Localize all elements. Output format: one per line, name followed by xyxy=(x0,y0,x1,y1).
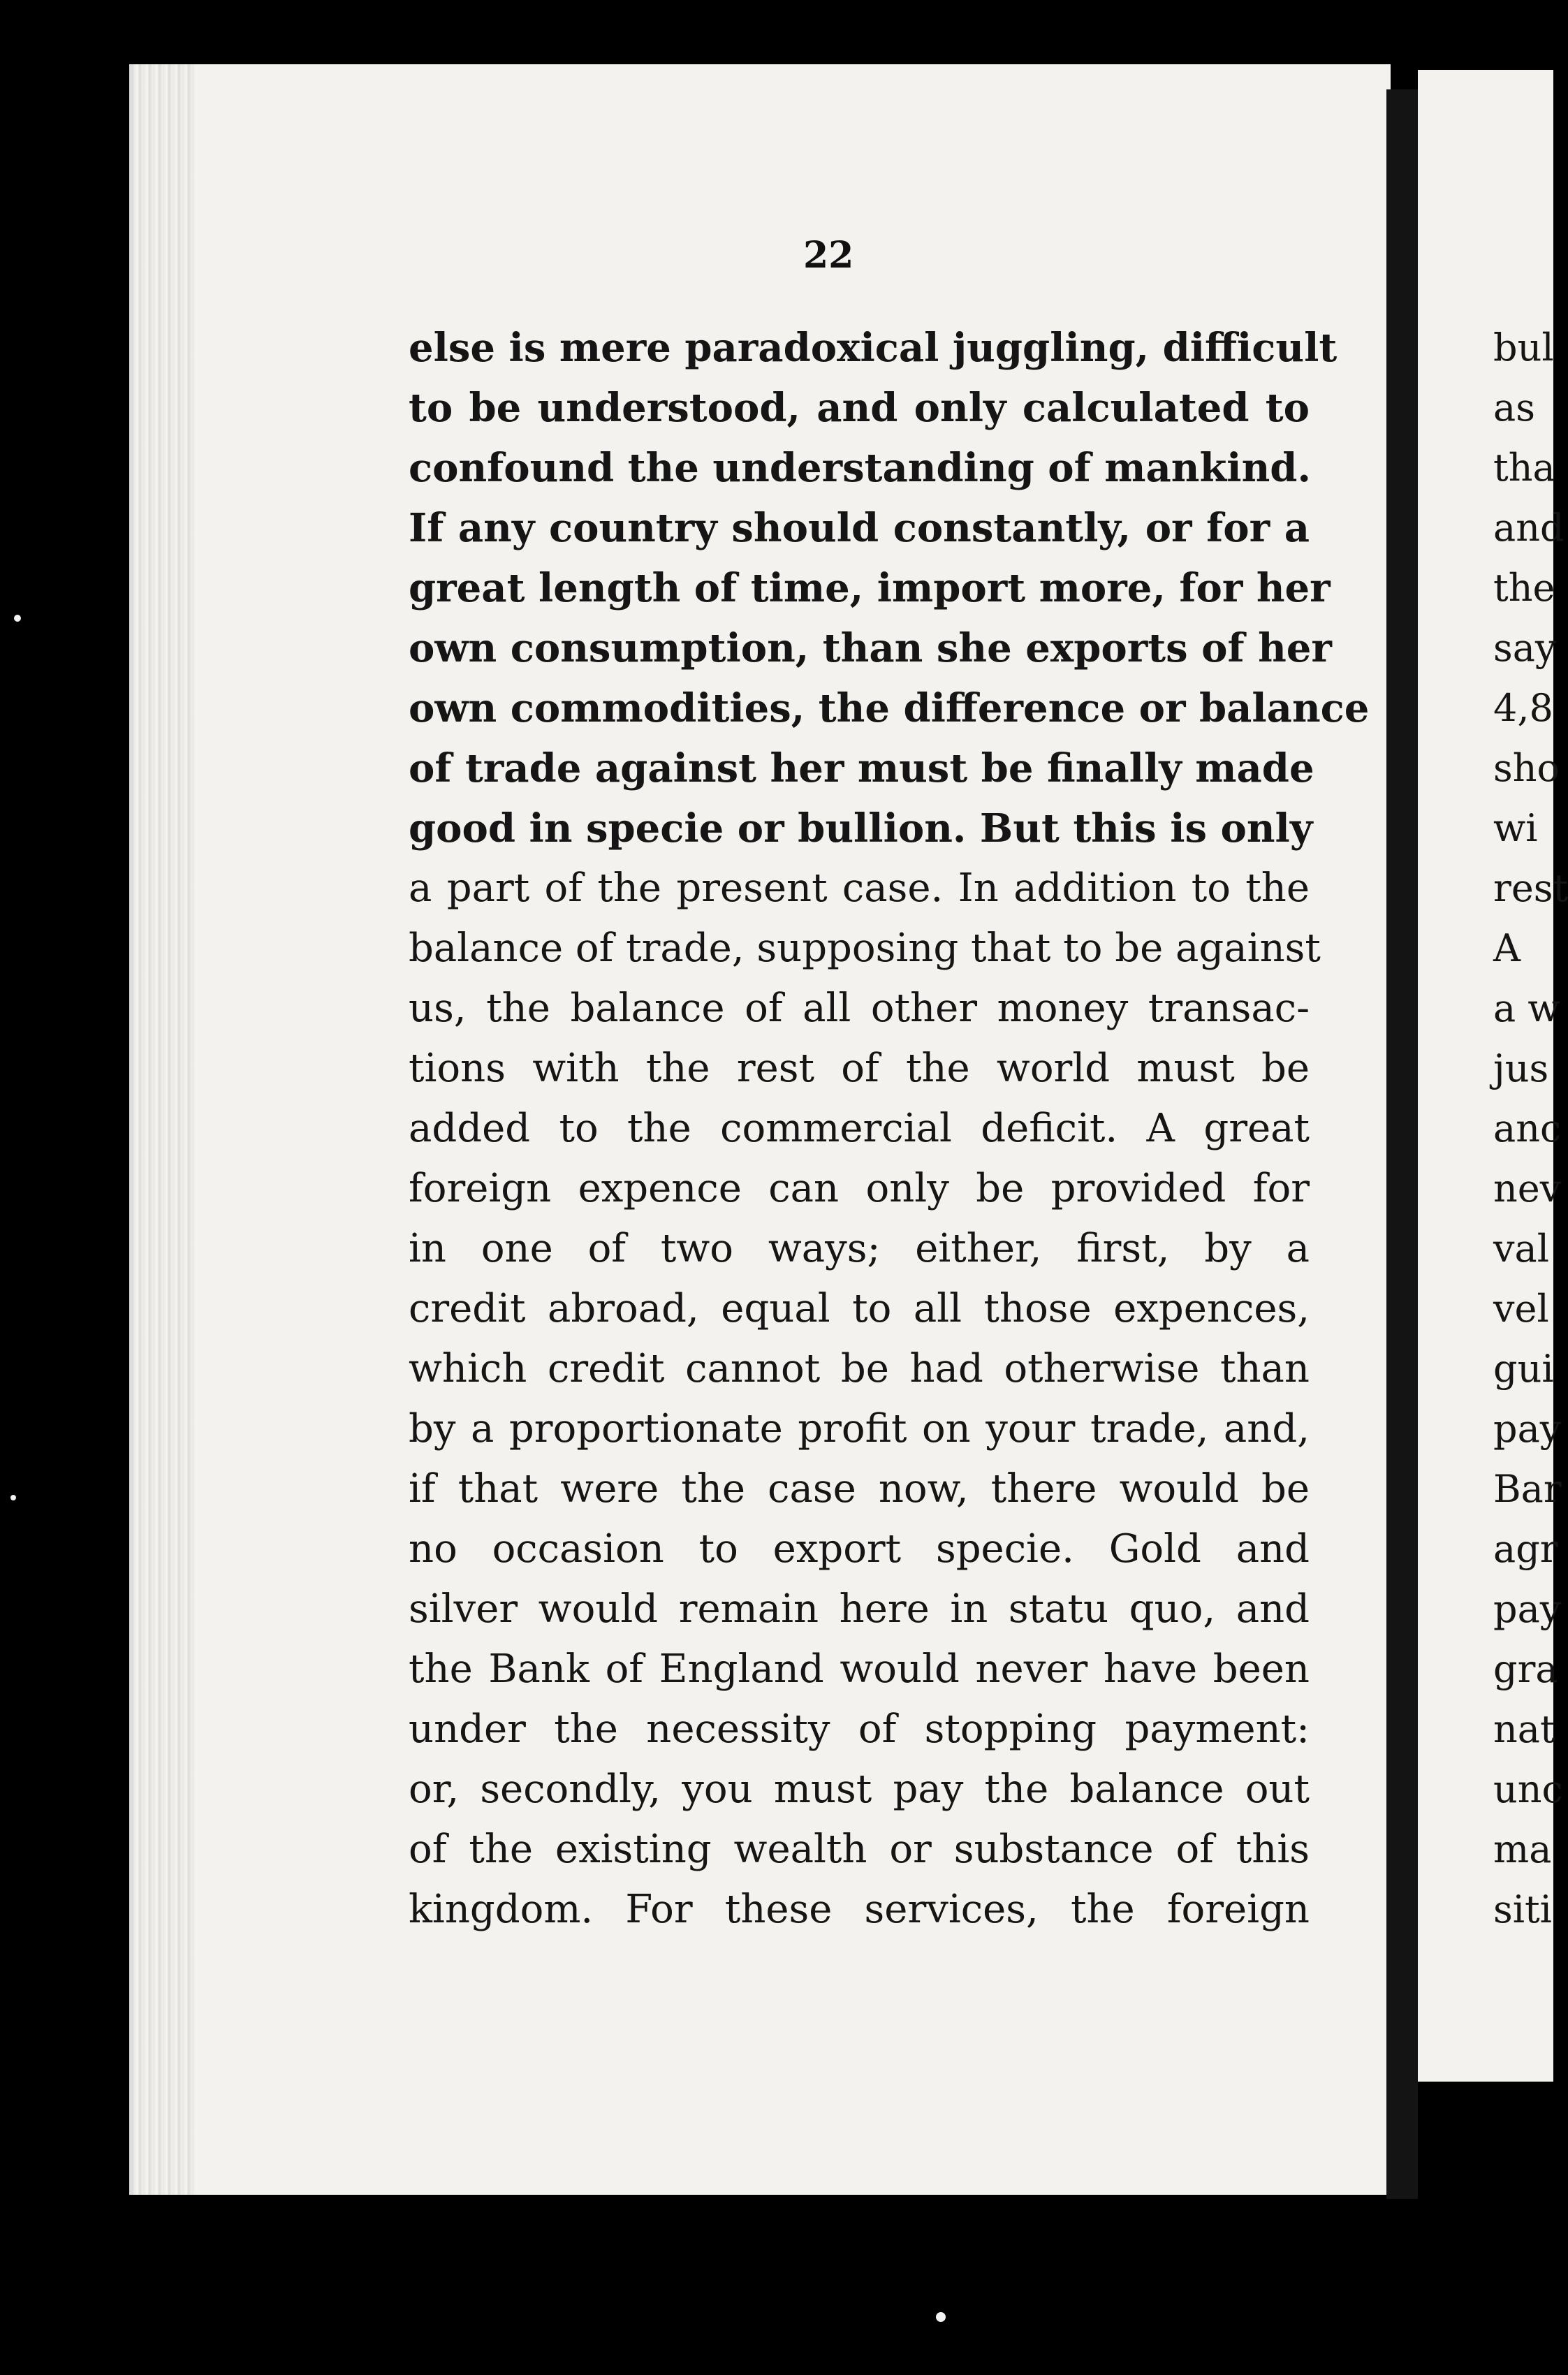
text-line: if that were the case now, there would be xyxy=(409,1466,1310,1512)
next-page-line: A xyxy=(1493,926,1521,970)
text-line: If any country should constantly, or for a xyxy=(409,505,1310,551)
text-line: silver would remain here in statu quo, and xyxy=(409,1586,1310,1632)
page-number: 22 xyxy=(803,234,854,277)
text-line: balance of trade, supposing that to be against xyxy=(409,926,1321,971)
text-line: own consumption, than she exports of her xyxy=(409,625,1332,671)
text-line: under the necessity of stopping payment: xyxy=(409,1707,1310,1752)
next-page-line: rest xyxy=(1493,866,1568,910)
next-page-line: Bar xyxy=(1493,1467,1562,1511)
next-page-line: the xyxy=(1493,566,1555,610)
scan-speck xyxy=(10,1495,16,1500)
text-line: by a proportionate profit on your trade, and, xyxy=(409,1406,1310,1452)
next-page-text-fragments xyxy=(1493,318,1568,1940)
text-line: tions with the rest of the world must be xyxy=(409,1046,1310,1091)
next-page-line: jus xyxy=(1493,1046,1549,1090)
text-line: of the existing wealth or substance of this xyxy=(409,1827,1310,1872)
next-page-line: unc xyxy=(1493,1767,1563,1811)
next-page-line: vel xyxy=(1493,1287,1549,1331)
text-line: credit abroad, equal to all those expences, xyxy=(409,1286,1310,1331)
scan-speck xyxy=(936,2312,946,2322)
next-page-line: 4,8 xyxy=(1493,686,1553,730)
next-page-line: val xyxy=(1493,1227,1549,1271)
book-gutter xyxy=(1386,89,1418,2199)
next-page-line: wi xyxy=(1493,806,1538,850)
next-page-line: siti xyxy=(1493,1887,1552,1931)
next-page-line: as xyxy=(1493,386,1535,430)
next-page-line: gra xyxy=(1493,1647,1558,1691)
page-body-text xyxy=(409,318,1370,1940)
scan-speck xyxy=(14,615,21,622)
text-line: us, the balance of all other money transac- xyxy=(409,986,1310,1031)
next-page-line: anc xyxy=(1493,1106,1562,1150)
next-page-line: say xyxy=(1493,626,1557,670)
next-page-line: ma xyxy=(1493,1827,1552,1871)
text-line: the Bank of England would never have been xyxy=(409,1646,1310,1692)
next-page-line: sho xyxy=(1493,746,1560,790)
next-page-line: bul xyxy=(1493,326,1554,370)
text-line: of trade against her must be finally made xyxy=(409,745,1314,791)
next-page-line: pay xyxy=(1493,1587,1562,1631)
next-page-line: and xyxy=(1493,506,1565,550)
text-line: else is mere paradoxical juggling, difficult xyxy=(409,325,1338,371)
next-page-line: agr xyxy=(1493,1527,1558,1571)
text-line: a part of the present case. In addition to the xyxy=(409,865,1310,911)
next-page-line: a w xyxy=(1493,986,1560,1030)
text-line: own commodities, the difference or balance xyxy=(409,685,1370,731)
text-line: great length of time, import more, for her xyxy=(409,565,1331,611)
next-page-line: tha xyxy=(1493,446,1555,490)
text-line: to be understood, and only calculated to xyxy=(409,385,1310,431)
text-line: which credit cannot be had otherwise than xyxy=(409,1346,1310,1391)
next-page-line: nat xyxy=(1493,1707,1555,1751)
text-line: added to the commercial deficit. A great xyxy=(409,1106,1310,1151)
text-line: kingdom. For these services, the foreign xyxy=(409,1887,1310,1932)
text-line: or, secondly, you must pay the balance out xyxy=(409,1767,1310,1812)
text-line: good in specie or bullion. But this is only xyxy=(409,805,1313,852)
next-page-line: nev xyxy=(1493,1167,1562,1211)
text-line: confound the understanding of mankind. xyxy=(409,445,1311,491)
next-page-line: pay xyxy=(1493,1407,1562,1451)
next-page-line: gui xyxy=(1493,1347,1554,1391)
text-line: foreign expence can only be provided for xyxy=(409,1166,1310,1211)
text-line: in one of two ways; either, first, by a xyxy=(409,1226,1310,1271)
text-line: no occasion to export specie. Gold and xyxy=(409,1526,1310,1572)
